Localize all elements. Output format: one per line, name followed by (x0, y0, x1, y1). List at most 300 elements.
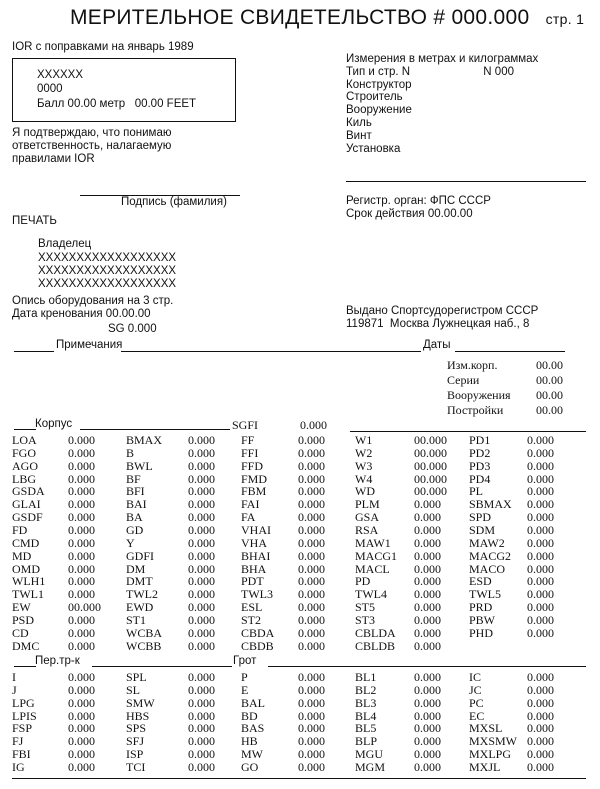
param-value: 0.000 (68, 721, 95, 736)
date-value: 00.00 (536, 388, 563, 402)
param-code: SPS (126, 721, 147, 736)
param-code: PD2 (469, 445, 491, 460)
param-code: CBDA (241, 625, 275, 640)
param-code: TWL2 (126, 587, 158, 602)
param-code: CBLDB (355, 638, 396, 653)
box-line-3: Балл 00.00 метр 00.00 FEET (37, 98, 197, 110)
param-code: WCBB (126, 638, 162, 653)
param-code: MACL (355, 561, 390, 576)
param-value: 0.000 (527, 587, 554, 602)
param-value: 0.000 (188, 458, 215, 473)
param-value: 0.000 (68, 497, 95, 512)
param-code: Y (126, 535, 135, 550)
param-value: 0.000 (188, 535, 215, 550)
param-code: PD4 (469, 471, 491, 486)
param-code: EC (469, 708, 485, 723)
param-code: J (12, 682, 17, 697)
param-code: ST2 (241, 612, 262, 627)
param-code: GLAI (12, 497, 41, 512)
param-code: TWL3 (241, 587, 273, 602)
param-value: 0.000 (527, 510, 554, 525)
owner-line: XXXXXXXXXXXXXXXXXX (38, 264, 177, 277)
param-code: CBDB (241, 638, 274, 653)
signature-label: Подпись (фамилия) (121, 196, 227, 208)
param-code: BMAX (126, 433, 163, 447)
param-value: 0.000 (527, 670, 554, 684)
param-value: 0.000 (188, 625, 215, 640)
notes-line-right (121, 351, 421, 352)
param-code: W2 (355, 445, 373, 460)
param-code: FF (241, 433, 255, 447)
right-header (346, 53, 538, 155)
confirm-line: правилами IOR (12, 152, 95, 165)
param-code: FAI (241, 497, 260, 512)
param-code: LPIS (12, 708, 37, 723)
box-line-1: XXXXXX (37, 69, 84, 81)
param-code: W1 (355, 433, 373, 447)
param-code: EW (12, 600, 31, 615)
param-value: 0.000 (298, 759, 325, 774)
param-value: 0.000 (414, 561, 441, 576)
param-value: 0.000 (68, 670, 95, 684)
issued-address: 119871 Москва Лужнецкая наб., 8 (346, 318, 530, 330)
param-code: GSDA (12, 484, 45, 499)
param-code: W3 (355, 458, 373, 473)
rating-box (12, 58, 236, 122)
stamp-label: ПЕЧАТЬ (12, 215, 57, 227)
param-value: 0.000 (68, 612, 95, 627)
param-value: 0.000 (298, 734, 325, 749)
param-value: 0.000 (188, 561, 215, 576)
param-code: BHA (241, 561, 267, 576)
param-value: 0.000 (298, 574, 325, 589)
type-page-row (346, 66, 538, 79)
param-value: 0.000 (68, 548, 95, 563)
param-value: 0.000 (527, 497, 554, 512)
param-value: 0.000 (527, 734, 554, 749)
param-code: PC (469, 695, 484, 710)
param-value: 0.000 (68, 522, 95, 537)
param-code: ST5 (355, 600, 376, 615)
param-code: BAS (241, 721, 265, 736)
box-line-2: 0000 (37, 83, 63, 95)
param-value: 0.000 (527, 458, 554, 473)
param-code: BAL (241, 695, 265, 710)
param-code: RSA (355, 522, 379, 537)
param-code: GD (126, 522, 144, 537)
param-code: CBLDA (355, 625, 396, 640)
param-code: BWL (126, 458, 153, 473)
param-value: 00.000 (414, 471, 447, 486)
notes-line-left (14, 351, 54, 352)
certificate-title (70, 6, 584, 30)
notes-label: Примечания (56, 339, 123, 351)
param-value: 0.000 (68, 734, 95, 749)
param-code: HBS (126, 708, 150, 723)
param-code: WLH1 (12, 574, 46, 589)
param-value: 0.000 (527, 561, 554, 576)
param-code: FA (241, 510, 256, 525)
param-value: 0.000 (527, 535, 554, 550)
param-code: FFD (241, 458, 264, 473)
param-value: 0.000 (68, 471, 95, 486)
param-code: GO (241, 759, 259, 774)
param-code: MGM (355, 759, 386, 774)
param-code: TWL1 (12, 587, 44, 602)
param-code: TWL4 (355, 587, 387, 602)
param-value: 0.000 (414, 600, 441, 615)
param-code: TCI (126, 759, 146, 774)
param-value: 0.000 (414, 522, 441, 537)
param-code: LPG (12, 695, 35, 710)
param-value: 0.000 (298, 708, 325, 723)
param-code: MACG2 (469, 548, 512, 563)
param-code: LOA (12, 433, 37, 447)
param-code: MXSL (469, 721, 503, 736)
param-value: 0.000 (188, 708, 215, 723)
param-code: GSDF (12, 510, 43, 525)
param-value: 0.000 (68, 574, 95, 589)
param-value: 0.000 (298, 721, 325, 736)
date-value: 00.00 (536, 403, 563, 417)
param-code: BL5 (355, 721, 377, 736)
param-value: 0.000 (188, 638, 215, 653)
param-code: SDM (469, 522, 496, 537)
param-code: FJ (12, 734, 24, 749)
param-code: AGO (12, 458, 38, 473)
param-code: E (241, 682, 249, 697)
param-code: SMW (126, 695, 155, 710)
param-value: 0.000 (298, 497, 325, 512)
param-code: ISP (126, 747, 144, 762)
param-code: BLP (355, 734, 378, 749)
param-value: 0.000 (414, 638, 441, 653)
param-code: SPD (469, 510, 492, 525)
param-code: W4 (355, 471, 373, 486)
hull-line-left (14, 429, 36, 430)
param-code: TWL5 (469, 587, 501, 602)
date-label: Изм.корп. (447, 358, 498, 372)
param-value: 0.000 (414, 587, 441, 602)
param-value: 0.000 (68, 445, 95, 460)
param-code: PSD (12, 612, 35, 627)
param-value: 0.000 (68, 433, 95, 447)
param-code: MW (241, 747, 263, 762)
sgfi-label: SGFI (232, 418, 259, 432)
units-note: Измерения в метрах и килограммах (346, 53, 539, 65)
param-code: LBG (12, 471, 36, 486)
param-code: FBM (241, 484, 267, 499)
owner-label: Владелец (38, 238, 92, 250)
param-code: FBI (12, 747, 31, 762)
issued-by: Выдано Спортсудорегистром СССР (346, 305, 539, 317)
param-value: 0.000 (414, 612, 441, 627)
param-code: VHAI (241, 522, 271, 537)
param-code: MD (12, 548, 32, 563)
param-value: 0.000 (298, 747, 325, 762)
rig-line-right (268, 666, 586, 667)
param-value: 0.000 (298, 510, 325, 525)
field-keel: Киль (346, 116, 372, 129)
param-value: 0.000 (298, 561, 325, 576)
param-code: PRD (469, 600, 493, 615)
param-value: 0.000 (414, 625, 441, 640)
param-code: MAW1 (355, 535, 391, 550)
param-value: 0.000 (188, 670, 215, 684)
param-value: 0.000 (414, 759, 441, 774)
param-value: 0.000 (188, 759, 215, 774)
param-value: 0.000 (414, 574, 441, 589)
confirm-line: ответственность, налагаемую (12, 139, 172, 152)
param-value: 0.000 (527, 721, 554, 736)
param-value: 0.000 (527, 574, 554, 589)
sgfi-value: 0.000 (300, 418, 327, 432)
param-value: 0.000 (527, 612, 554, 627)
param-value: 0.000 (414, 682, 441, 697)
param-value: 0.000 (414, 734, 441, 749)
param-code: PBW (469, 612, 496, 627)
param-code: GDFI (126, 548, 155, 563)
param-value: 00.000 (414, 458, 447, 473)
dates-label: Даты (423, 339, 451, 351)
param-value: 0.000 (298, 670, 325, 684)
param-value: 0.000 (414, 708, 441, 723)
param-value: 0.000 (188, 695, 215, 710)
param-value: 0.000 (414, 510, 441, 525)
param-value: 0.000 (188, 682, 215, 697)
field-builder: Строитель (346, 91, 403, 104)
param-code: EWD (126, 600, 154, 615)
param-value: 0.000 (414, 695, 441, 710)
param-code: CD (12, 625, 29, 640)
param-value: 0.000 (68, 484, 95, 499)
hull-label: Корпус (35, 418, 73, 430)
param-value: 0.000 (68, 535, 95, 550)
param-code: BD (241, 708, 258, 723)
param-value: 0.000 (298, 695, 325, 710)
param-code: PHD (469, 625, 494, 640)
rig-line-left (14, 666, 36, 667)
param-code: FSP (12, 721, 33, 736)
param-value: 00.000 (414, 484, 447, 499)
param-value: 0.000 (414, 535, 441, 550)
param-value: 0.000 (298, 587, 325, 602)
param-code: ESD (469, 574, 492, 589)
param-value: 0.000 (188, 445, 215, 460)
param-code: DMC (12, 638, 40, 653)
field-rig: Вооружение (346, 104, 412, 117)
param-code: MXSMW (469, 734, 518, 749)
param-value: 0.000 (298, 484, 325, 499)
param-value: 0.000 (527, 759, 554, 774)
param-value: 0.000 (188, 433, 215, 447)
param-value: 0.000 (298, 612, 325, 627)
param-value: 0.000 (414, 548, 441, 563)
date-label: Постройки (447, 403, 504, 417)
param-code: FMD (241, 471, 268, 486)
param-value: 0.000 (68, 561, 95, 576)
owner-line: XXXXXXXXXXXXXXXXXX (38, 277, 177, 290)
param-code: BHAI (241, 548, 271, 563)
param-value: 0.000 (188, 548, 215, 563)
registry-organ: Регистр. орган: ФПС СССР (346, 195, 491, 207)
param-value: 0.000 (298, 548, 325, 563)
registry-validity: Срок действия 00.00.00 (346, 208, 473, 220)
page-number: стр. 1 (545, 11, 585, 27)
field-installation: Установка (346, 142, 401, 155)
param-code: BL2 (355, 682, 377, 697)
param-code: SL (126, 682, 141, 697)
param-code: PDT (241, 574, 264, 589)
param-value: 0.000 (188, 747, 215, 762)
param-code: P (241, 670, 248, 684)
param-value: 0.000 (298, 433, 325, 447)
param-value: 0.000 (188, 587, 215, 602)
param-code: HB (241, 734, 258, 749)
confirm-line: Я подтверждаю, что понимаю (12, 127, 172, 139)
param-value: 0.000 (68, 587, 95, 602)
param-code: BF (126, 471, 141, 486)
param-value: 00.000 (68, 600, 101, 615)
param-value: 0.000 (527, 747, 554, 762)
param-code: FFI (241, 445, 259, 460)
param-value: 0.000 (298, 600, 325, 615)
field-propeller: Винт (346, 129, 372, 142)
param-value: 0.000 (188, 497, 215, 512)
right-divider (346, 181, 586, 182)
param-value: 0.000 (298, 535, 325, 550)
param-code: SPL (126, 670, 147, 684)
param-code: DMT (126, 574, 153, 589)
param-value: 0.000 (527, 433, 554, 447)
param-value: 0.000 (188, 734, 215, 749)
date-value: 00.00 (536, 373, 563, 387)
param-value: 0.000 (188, 612, 215, 627)
param-value: 0.000 (68, 682, 95, 697)
param-value: 0.000 (188, 510, 215, 525)
param-code: PLM (355, 497, 380, 512)
param-value: 0.000 (414, 721, 441, 736)
param-value: 0.000 (527, 600, 554, 615)
param-code: VHA (241, 535, 267, 550)
param-code: BFI (126, 484, 145, 499)
param-code: ESL (241, 600, 263, 615)
param-value: 0.000 (414, 747, 441, 762)
param-code: WCBA (126, 625, 162, 640)
param-value: 0.000 (414, 497, 441, 512)
param-code: PL (469, 484, 484, 499)
param-value: 00.000 (414, 433, 447, 447)
sg-value: SG 0.000 (108, 323, 157, 335)
param-code: MACO (469, 561, 506, 576)
param-code: CMD (12, 535, 40, 550)
type-number: N 000 (483, 65, 514, 78)
param-code: ST3 (355, 612, 376, 627)
param-value: 0.000 (527, 471, 554, 486)
hull-line-right (80, 429, 230, 430)
rig-line-mid (92, 666, 232, 667)
param-value: 0.000 (527, 682, 554, 697)
param-value: 00.000 (414, 445, 447, 460)
bottom-rule (12, 778, 586, 779)
param-code: FGO (12, 445, 37, 460)
heel-date: Дата кренования 00.00.00 (12, 308, 151, 320)
param-code: GSA (355, 510, 380, 525)
param-code: OMD (12, 561, 41, 576)
param-value: 0.000 (68, 510, 95, 525)
param-value: 0.000 (188, 721, 215, 736)
param-value: 0.000 (527, 484, 554, 499)
param-value: 0.000 (68, 747, 95, 762)
param-value: 0.000 (68, 695, 95, 710)
param-code: PD (355, 574, 371, 589)
param-value: 0.000 (298, 638, 325, 653)
hull-line-far (350, 431, 586, 432)
param-code: MXJL (469, 759, 501, 774)
param-value: 0.000 (68, 708, 95, 723)
param-code: BL4 (355, 708, 377, 723)
param-code: B (126, 445, 135, 460)
param-code: PD3 (469, 458, 491, 473)
title-text: МЕРИТЕЛЬНОЕ СВИДЕТЕЛЬСТВО # 000.000 (70, 6, 530, 29)
date-value: 00.00 (536, 358, 563, 372)
rig-label: Пер.тр-к (35, 655, 80, 667)
param-code: BL3 (355, 695, 377, 710)
param-code: JC (469, 682, 482, 697)
date-label: Вооружения (447, 388, 511, 402)
ior-note: IOR с поправками на январь 1989 (12, 41, 194, 53)
param-value: 0.000 (527, 548, 554, 563)
param-code: BL1 (355, 670, 377, 684)
grot-label: Грот (233, 655, 257, 667)
confirm-text (12, 127, 171, 165)
param-value: 0.000 (298, 682, 325, 697)
param-value: 0.000 (188, 522, 215, 537)
field-designer: Конструктор (346, 78, 412, 91)
param-code: MXLPG (469, 747, 512, 762)
param-code: ST1 (126, 612, 147, 627)
param-value: 0.000 (527, 695, 554, 710)
inventory-note: Опись оборудования на 3 стр. (12, 295, 174, 307)
param-value: 0.000 (68, 638, 95, 653)
param-value: 0.000 (298, 445, 325, 460)
param-value: 0.000 (527, 445, 554, 460)
param-value: 0.000 (68, 625, 95, 640)
param-code: MACG1 (355, 548, 398, 563)
param-code: FD (12, 522, 28, 537)
type-page-label: Тип и стр. N (346, 65, 411, 78)
param-value: 0.000 (188, 471, 215, 486)
param-value: 0.000 (188, 600, 215, 615)
param-value: 0.000 (298, 471, 325, 486)
param-value: 0.000 (527, 625, 554, 640)
param-code: IG (12, 759, 25, 774)
dates-line (455, 351, 565, 352)
param-value: 0.000 (68, 759, 95, 774)
param-value: 0.000 (298, 522, 325, 537)
param-value: 0.000 (68, 458, 95, 473)
param-value: 0.000 (298, 458, 325, 473)
param-code: MAW2 (469, 535, 505, 550)
param-code: SFJ (126, 734, 145, 749)
owner-lines (38, 252, 176, 290)
param-value: 0.000 (527, 708, 554, 723)
param-value: 0.000 (527, 522, 554, 537)
param-code: SBMAX (469, 497, 512, 512)
param-value: 0.000 (414, 670, 441, 684)
param-code: I (12, 670, 16, 684)
param-code: PD1 (469, 433, 491, 447)
